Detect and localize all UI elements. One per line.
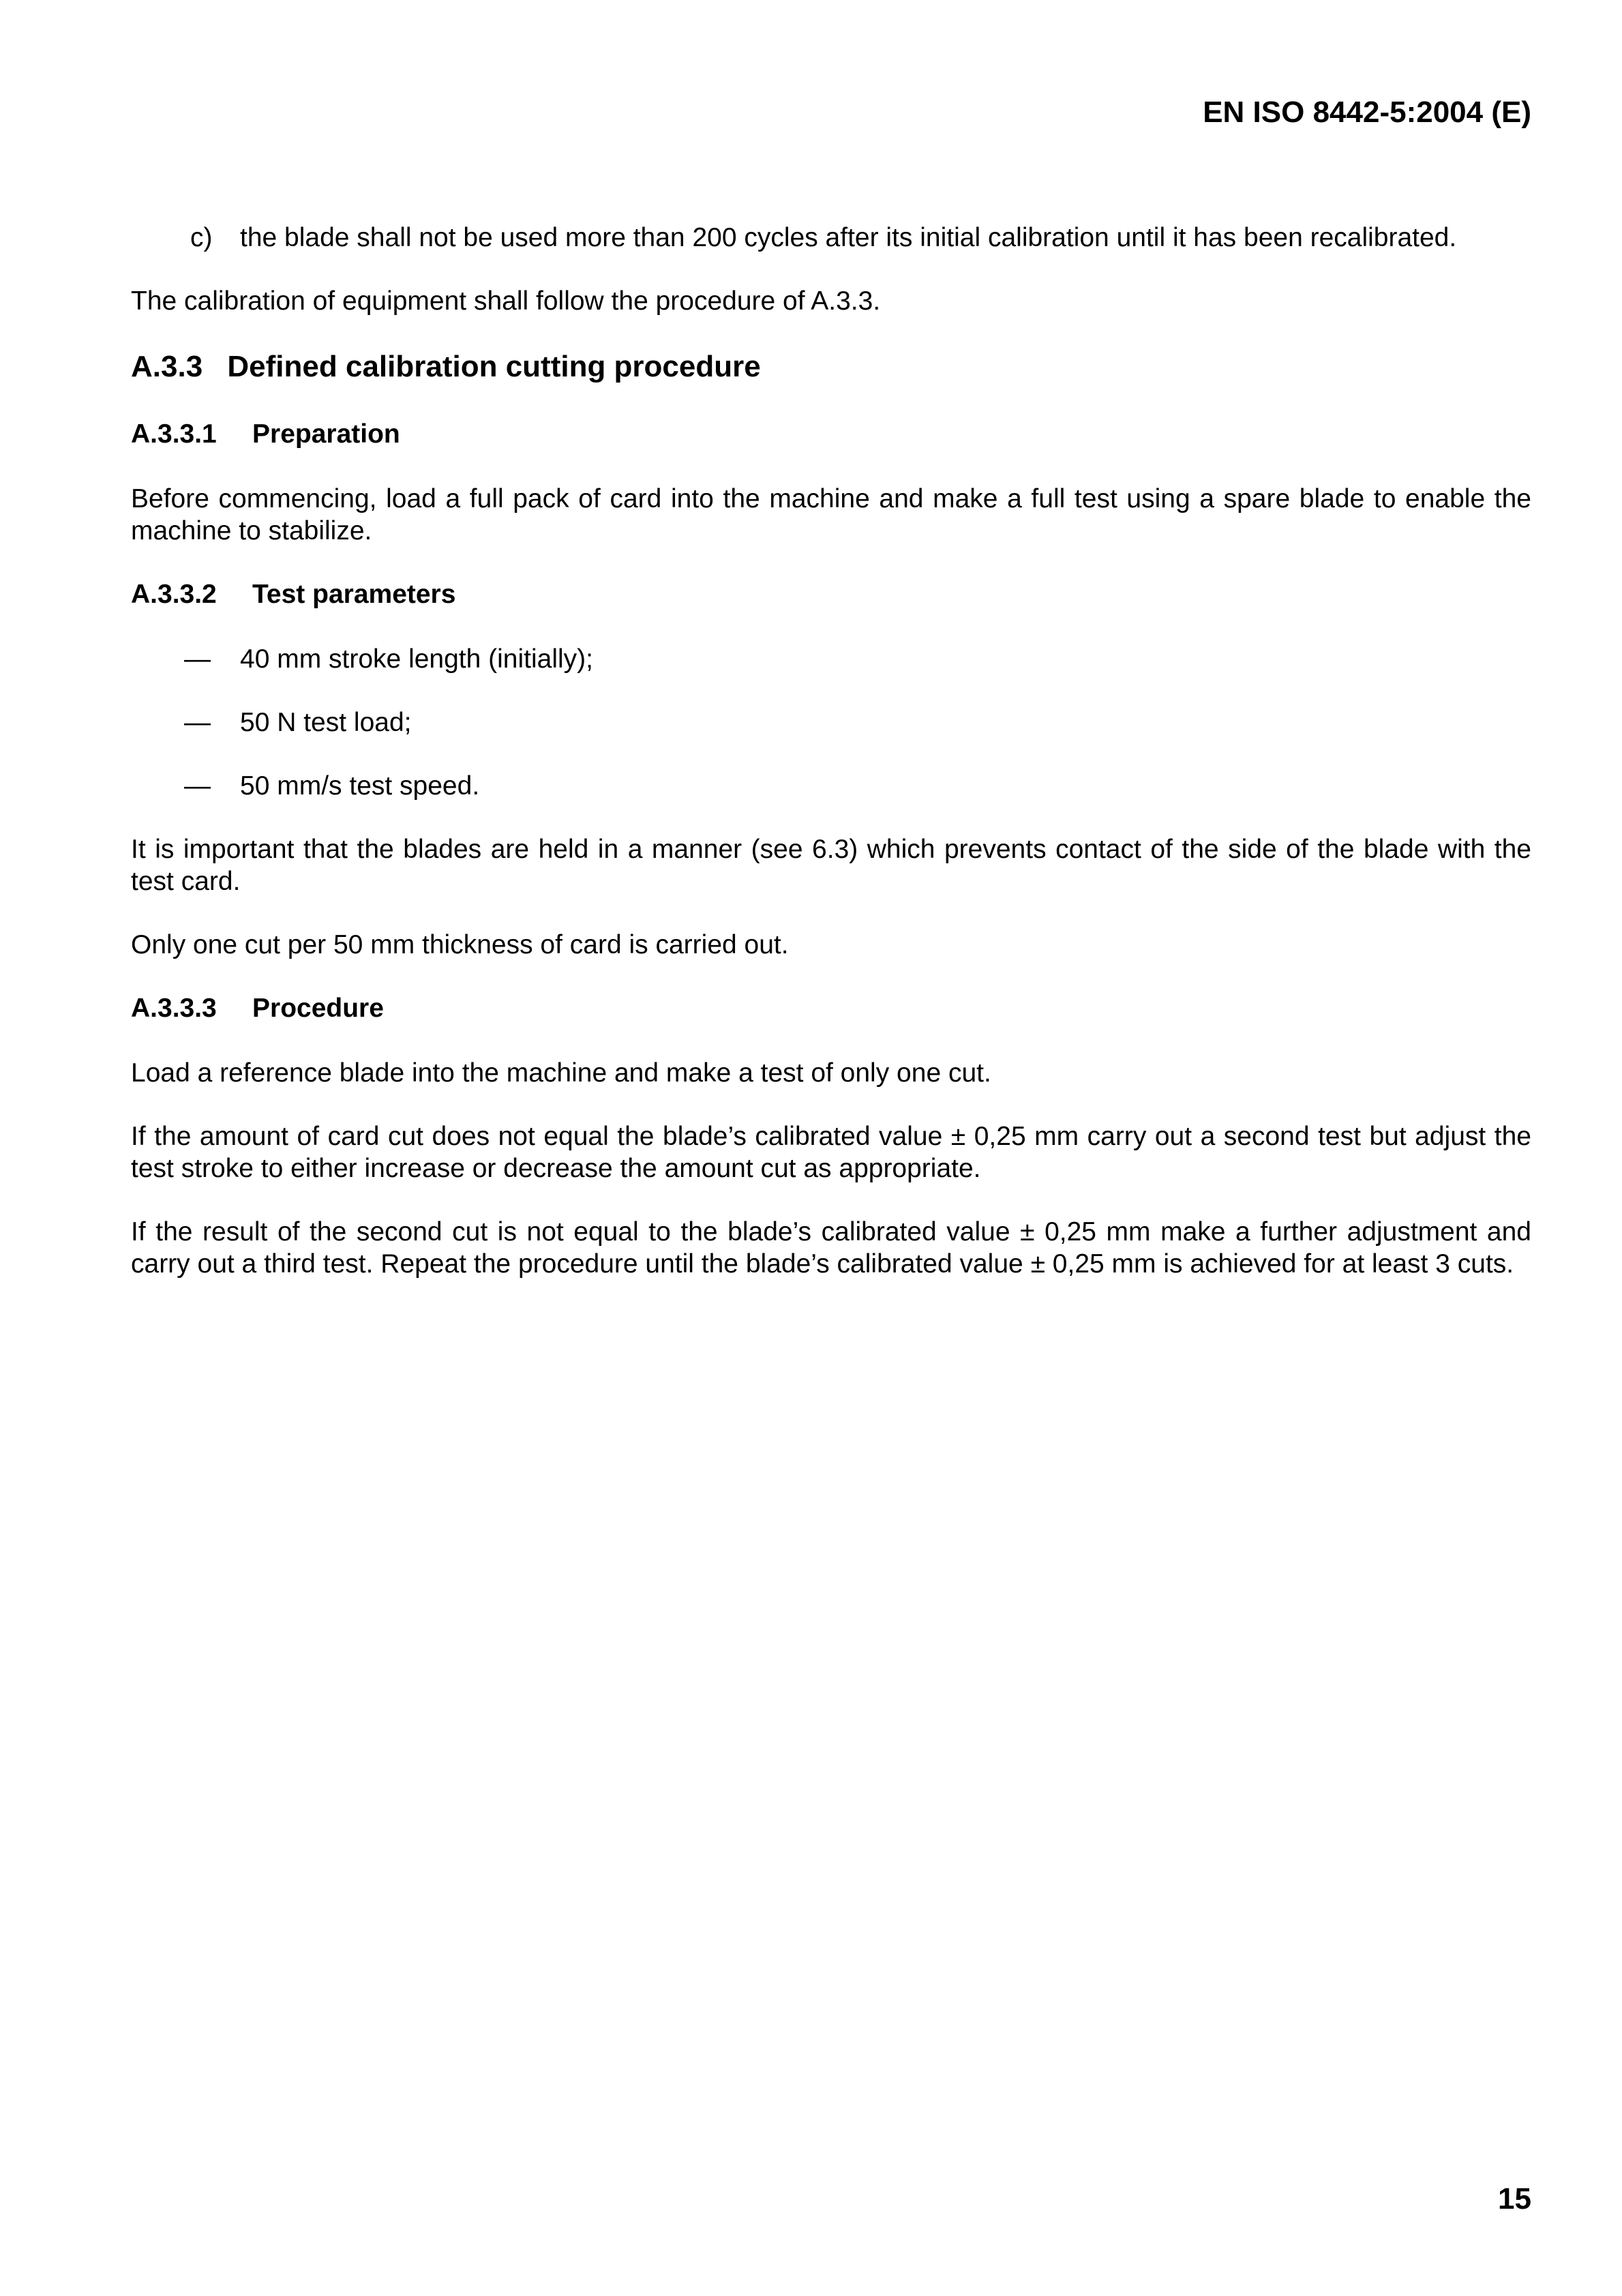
dash-marker: — <box>184 708 211 737</box>
section-number: A.3.3.2 <box>131 580 217 609</box>
section-heading-a331 <box>131 418 1531 450</box>
list-item-text: 50 N test load; <box>240 708 412 737</box>
section-number: A.3.3.3 <box>131 994 217 1023</box>
paragraph-blade-holding: It is important that the blades are held in a manner (see 6.3) which prevents contact of the side of the blade with the test card. <box>131 835 1531 896</box>
section-number: A.3.3.1 <box>131 419 217 449</box>
dash-marker: — <box>184 644 211 674</box>
list-item-c <box>131 222 1531 254</box>
page-number: 15 <box>1498 2182 1531 2216</box>
list-item <box>131 643 1531 675</box>
list-item-text: the blade shall not be used more than 200 cycles after its initial calibration until it has been recalibrated. <box>240 223 1457 252</box>
section-title: Preparation <box>252 419 400 449</box>
list-item <box>131 706 1531 739</box>
section-title: Test parameters <box>252 580 456 609</box>
section-title: Defined calibration cutting procedure <box>227 350 761 383</box>
document-reference: EN ISO 8442-5:2004 (E) <box>1203 95 1531 129</box>
page-content <box>131 222 1531 1311</box>
list-item-text: 50 mm/s test speed. <box>240 771 480 801</box>
paragraph-calibration: The calibration of equipment shall follow the procedure of A.3.3. <box>131 286 881 316</box>
section-heading-a333 <box>131 992 1531 1024</box>
list-item <box>131 770 1531 802</box>
paragraph-load-reference: Load a reference blade into the machine and make a test of only one cut. <box>131 1058 991 1088</box>
list-item-text: 40 mm stroke length (initially); <box>240 644 594 674</box>
paragraph-second-test: If the amount of card cut does not equal the blade’s calibrated value ± 0,25 mm carry out a second test but adjust the test stroke to either increase or decrease the amount cut as appropriate. <box>131 1122 1531 1183</box>
paragraph-preparation: Before commencing, load a full pack of card into the machine and make a full test using a spare blade to enable the machine to stabilize. <box>131 484 1531 546</box>
section-number: A.3.3 <box>131 350 203 383</box>
paragraph-third-test: If the result of the second cut is not equal to the blade’s calibrated value ± 0,25 mm make a further adjustment and carry out a third test. Repeat the procedure until the blade’s calibrated value ± 0,25 mm is achieved for at least 3 cuts. <box>131 1217 1531 1279</box>
list-marker: c) <box>190 223 213 252</box>
section-heading-a332 <box>131 578 1531 610</box>
dash-marker: — <box>184 771 211 801</box>
section-title: Procedure <box>252 994 384 1023</box>
section-heading-a33 <box>131 348 1531 385</box>
paragraph-one-cut: Only one cut per 50 mm thickness of card is carried out. <box>131 930 789 959</box>
